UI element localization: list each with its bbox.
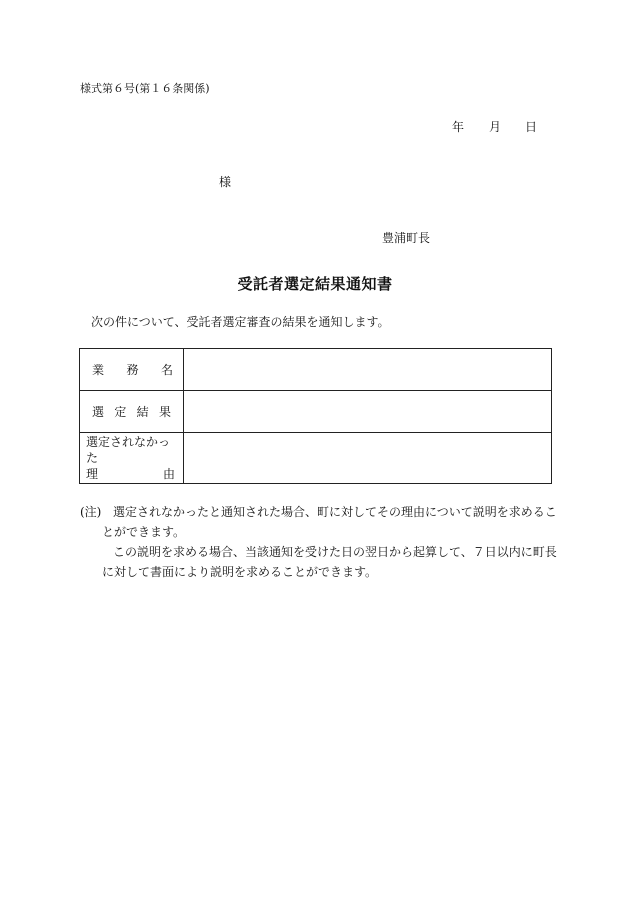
document-title: 受託者選定結果通知書: [237, 275, 393, 293]
table-row-rejection-reason: [80, 433, 552, 484]
label-rejection-top: 選定されなかった: [86, 435, 171, 465]
info-table: [79, 348, 552, 484]
label-selection-result: [80, 391, 184, 433]
label-rejection-reason: [80, 433, 184, 484]
note-line-3: この説明を求める場合、当該通知を受けた日の翌日から起算して、７日以内に町長: [113, 545, 557, 559]
label-char: 務: [126, 363, 139, 377]
issuer-name: 豊浦町長: [382, 231, 431, 245]
note-line-2: とができます。: [102, 525, 186, 539]
value-business-name: [184, 349, 552, 391]
value-selection-result: [184, 391, 552, 433]
note-line-1: 選定されなかったと通知された場合、町に対してその理由について説明を求めるこ: [113, 505, 557, 519]
label-char: 理: [86, 467, 99, 481]
note-line-4: に対して書面により説明を求めることができます。: [102, 565, 378, 579]
label-char: 選: [92, 405, 105, 419]
value-rejection-reason: [184, 433, 552, 484]
note-section: [80, 502, 557, 582]
label-char: 果: [158, 405, 171, 419]
table-row-selection-result: [80, 391, 552, 433]
intro-text: 次の件について、受託者選定審査の結果を通知します。: [91, 315, 390, 329]
label-char: 業: [92, 363, 105, 377]
date-day-label: 日: [525, 120, 538, 134]
label-char: 由: [162, 467, 175, 481]
form-number: 様式第６号(第１６条関係): [80, 82, 210, 95]
table-row-business-name: [80, 349, 552, 391]
date-year-label: 年: [452, 120, 465, 134]
note-mark: (注): [80, 505, 102, 519]
label-char: 名: [160, 363, 173, 377]
date-line: [452, 118, 537, 135]
date-month-label: 月: [489, 120, 502, 134]
label-business-name: [80, 349, 184, 391]
label-char: 結: [136, 405, 149, 419]
addressee-honorific: 様: [219, 175, 232, 189]
label-char: 定: [114, 405, 127, 419]
